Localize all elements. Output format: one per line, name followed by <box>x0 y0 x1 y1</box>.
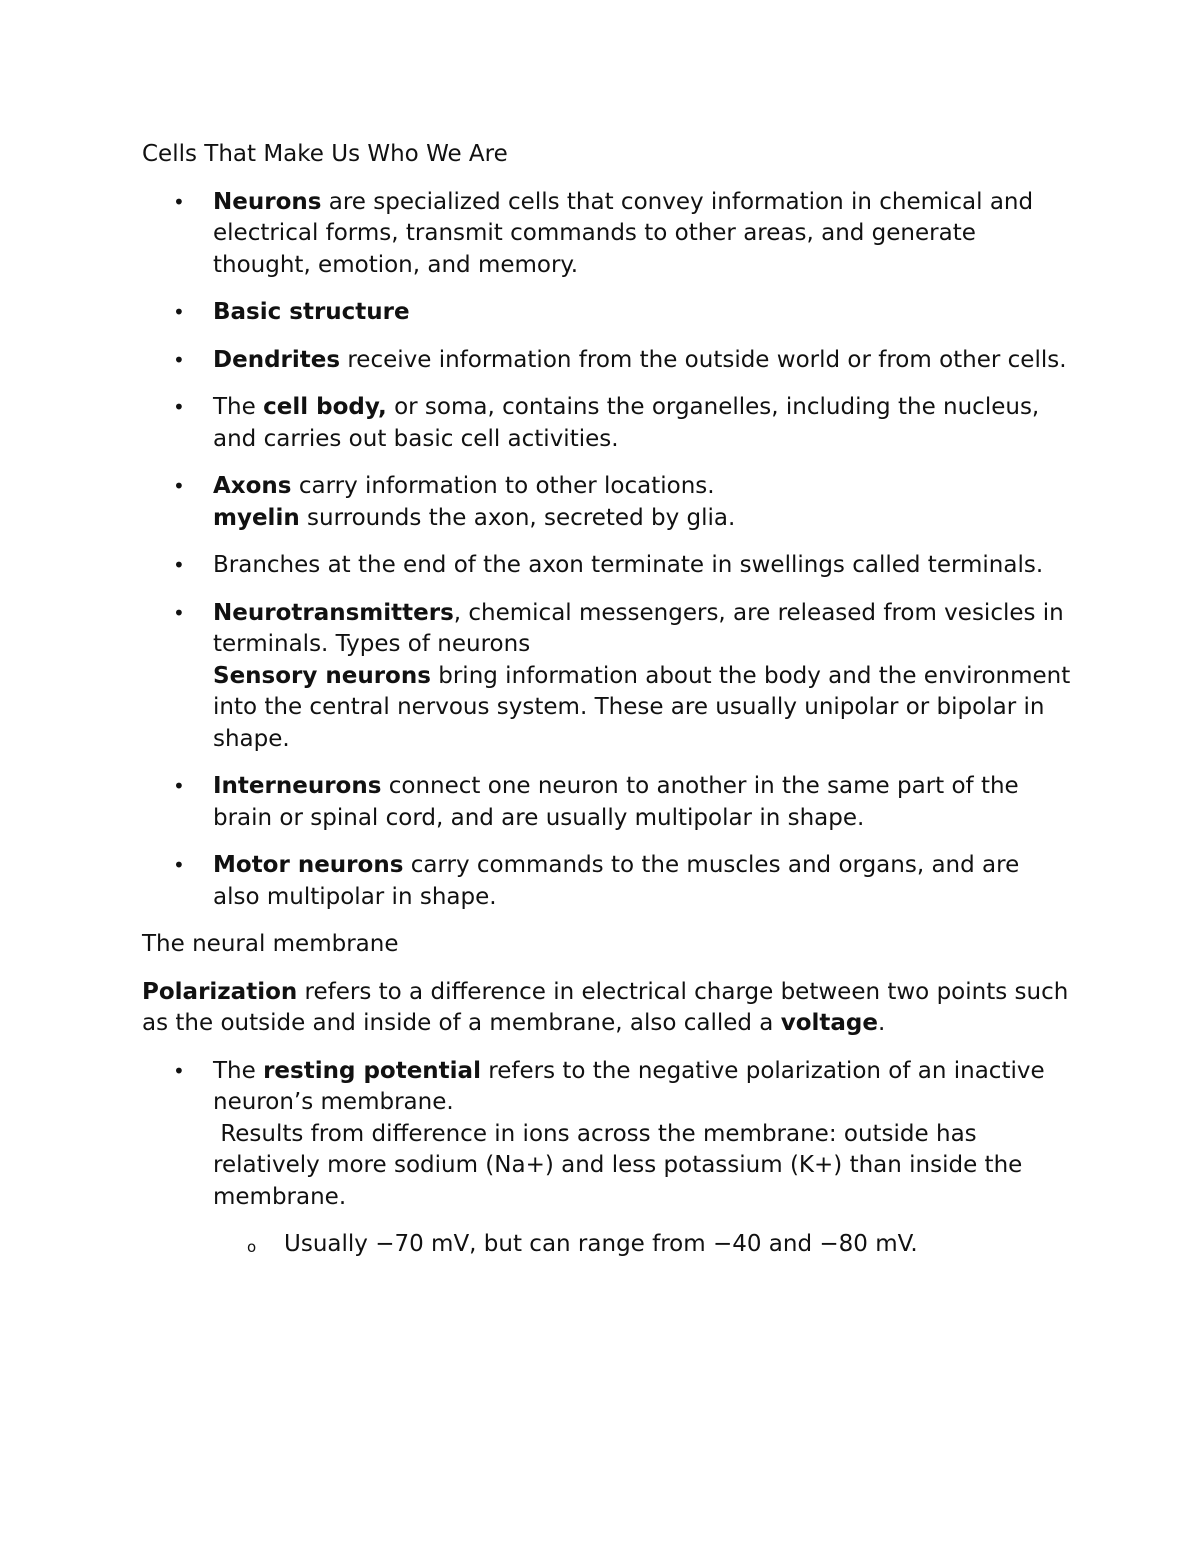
list-item-text: bring information about the body and the environment into the central nervous system. These are usually unipolar or bipolar in shape. <box>213 662 1071 752</box>
bullet-icon: • <box>173 600 185 625</box>
list-item-prefix: The <box>213 394 264 420</box>
bullet-list <box>142 187 1072 914</box>
term: voltage <box>780 1010 878 1036</box>
term: Sensory neurons <box>213 662 431 689</box>
bullet-list <box>142 1056 1072 1261</box>
bullet-icon: • <box>173 474 185 498</box>
bullet-icon: • <box>173 774 185 798</box>
list-item-text: or soma, contains the organelles, including the nucleus, and carries out basic cell activities. <box>213 394 1040 452</box>
list-item-text: refers to the negative polarization of an inactive neuron’s membrane. <box>213 1057 1045 1115</box>
list-item <box>142 1056 1072 1261</box>
list-item <box>142 771 1072 834</box>
list-item-text: are specialized cells that convey information in chemical and electrical forms, transmit commands to other areas, and generate thought, emotion, and memory. <box>213 188 1034 278</box>
list-item-text: Results from difference in ions across the membrane: outside has relatively more sodium (Na+) and less potassium (K+) than inside the membrane. <box>213 1120 1030 1210</box>
term: Neurons <box>213 188 322 215</box>
term: Interneurons <box>213 773 382 799</box>
paragraph <box>142 977 1072 1040</box>
list-item <box>142 187 1072 282</box>
bullet-icon: • <box>173 347 185 372</box>
list-item <box>142 297 1072 329</box>
list-item-prefix: The <box>213 1057 264 1084</box>
term: resting potential <box>263 1057 481 1084</box>
bullet-icon: • <box>173 853 185 877</box>
paragraph-text: refers to a difference in electrical charge between two points such as the outside and inside of a membrane, also called a <box>142 978 1069 1036</box>
bullet-icon: • <box>173 1058 185 1083</box>
sub-list-item <box>213 1229 1072 1261</box>
list-item <box>142 550 1072 582</box>
list-item-text: , chemical messengers, are released from vesicles in terminals. Types of neurons <box>213 599 1064 657</box>
term: Motor neurons <box>213 852 404 878</box>
document-title: Cells That Make Us Who We Are <box>142 141 508 167</box>
list-item <box>142 392 1072 455</box>
term: Neurotransmitters <box>213 599 454 626</box>
bullet-icon: • <box>173 395 185 419</box>
list-item-text: receive information from the outside world or from other cells. <box>340 346 1067 373</box>
list-item-text: Branches at the end of the axon terminate in swellings called terminals. <box>213 552 1044 578</box>
list-item-text: connect one neuron to another in the same part of the brain or spinal cord, and are usually multipolar in shape. <box>213 773 1019 831</box>
term: Dendrites <box>213 346 341 373</box>
bullet-icon: • <box>173 553 185 577</box>
paragraph-text: . <box>877 1010 886 1036</box>
list-item-text: carry commands to the muscles and organs, and are also multipolar in shape. <box>213 852 1020 910</box>
section-heading: The neural membrane <box>142 931 399 957</box>
circle-bullet-icon: o <box>247 1238 257 1256</box>
bullet-icon: • <box>173 189 185 214</box>
term: cell body, <box>263 394 387 420</box>
term: myelin <box>213 504 300 531</box>
list-item <box>142 471 1072 534</box>
list-item-text: surrounds the axon, secreted by glia. <box>299 504 736 531</box>
document-page <box>142 139 1072 1277</box>
term: Polarization <box>142 978 298 1005</box>
bullet-icon: • <box>173 300 185 324</box>
list-item <box>142 598 1072 756</box>
sub-list <box>213 1229 1072 1261</box>
list-item-text: carry information to other locations. <box>291 473 715 499</box>
list-item <box>142 850 1072 913</box>
term: Axons <box>213 473 292 499</box>
list-item <box>142 345 1072 377</box>
term: Basic structure <box>213 299 410 325</box>
sub-list-item-text: Usually −70 mV, but can range from −40 and −80 mV. <box>284 1231 918 1257</box>
